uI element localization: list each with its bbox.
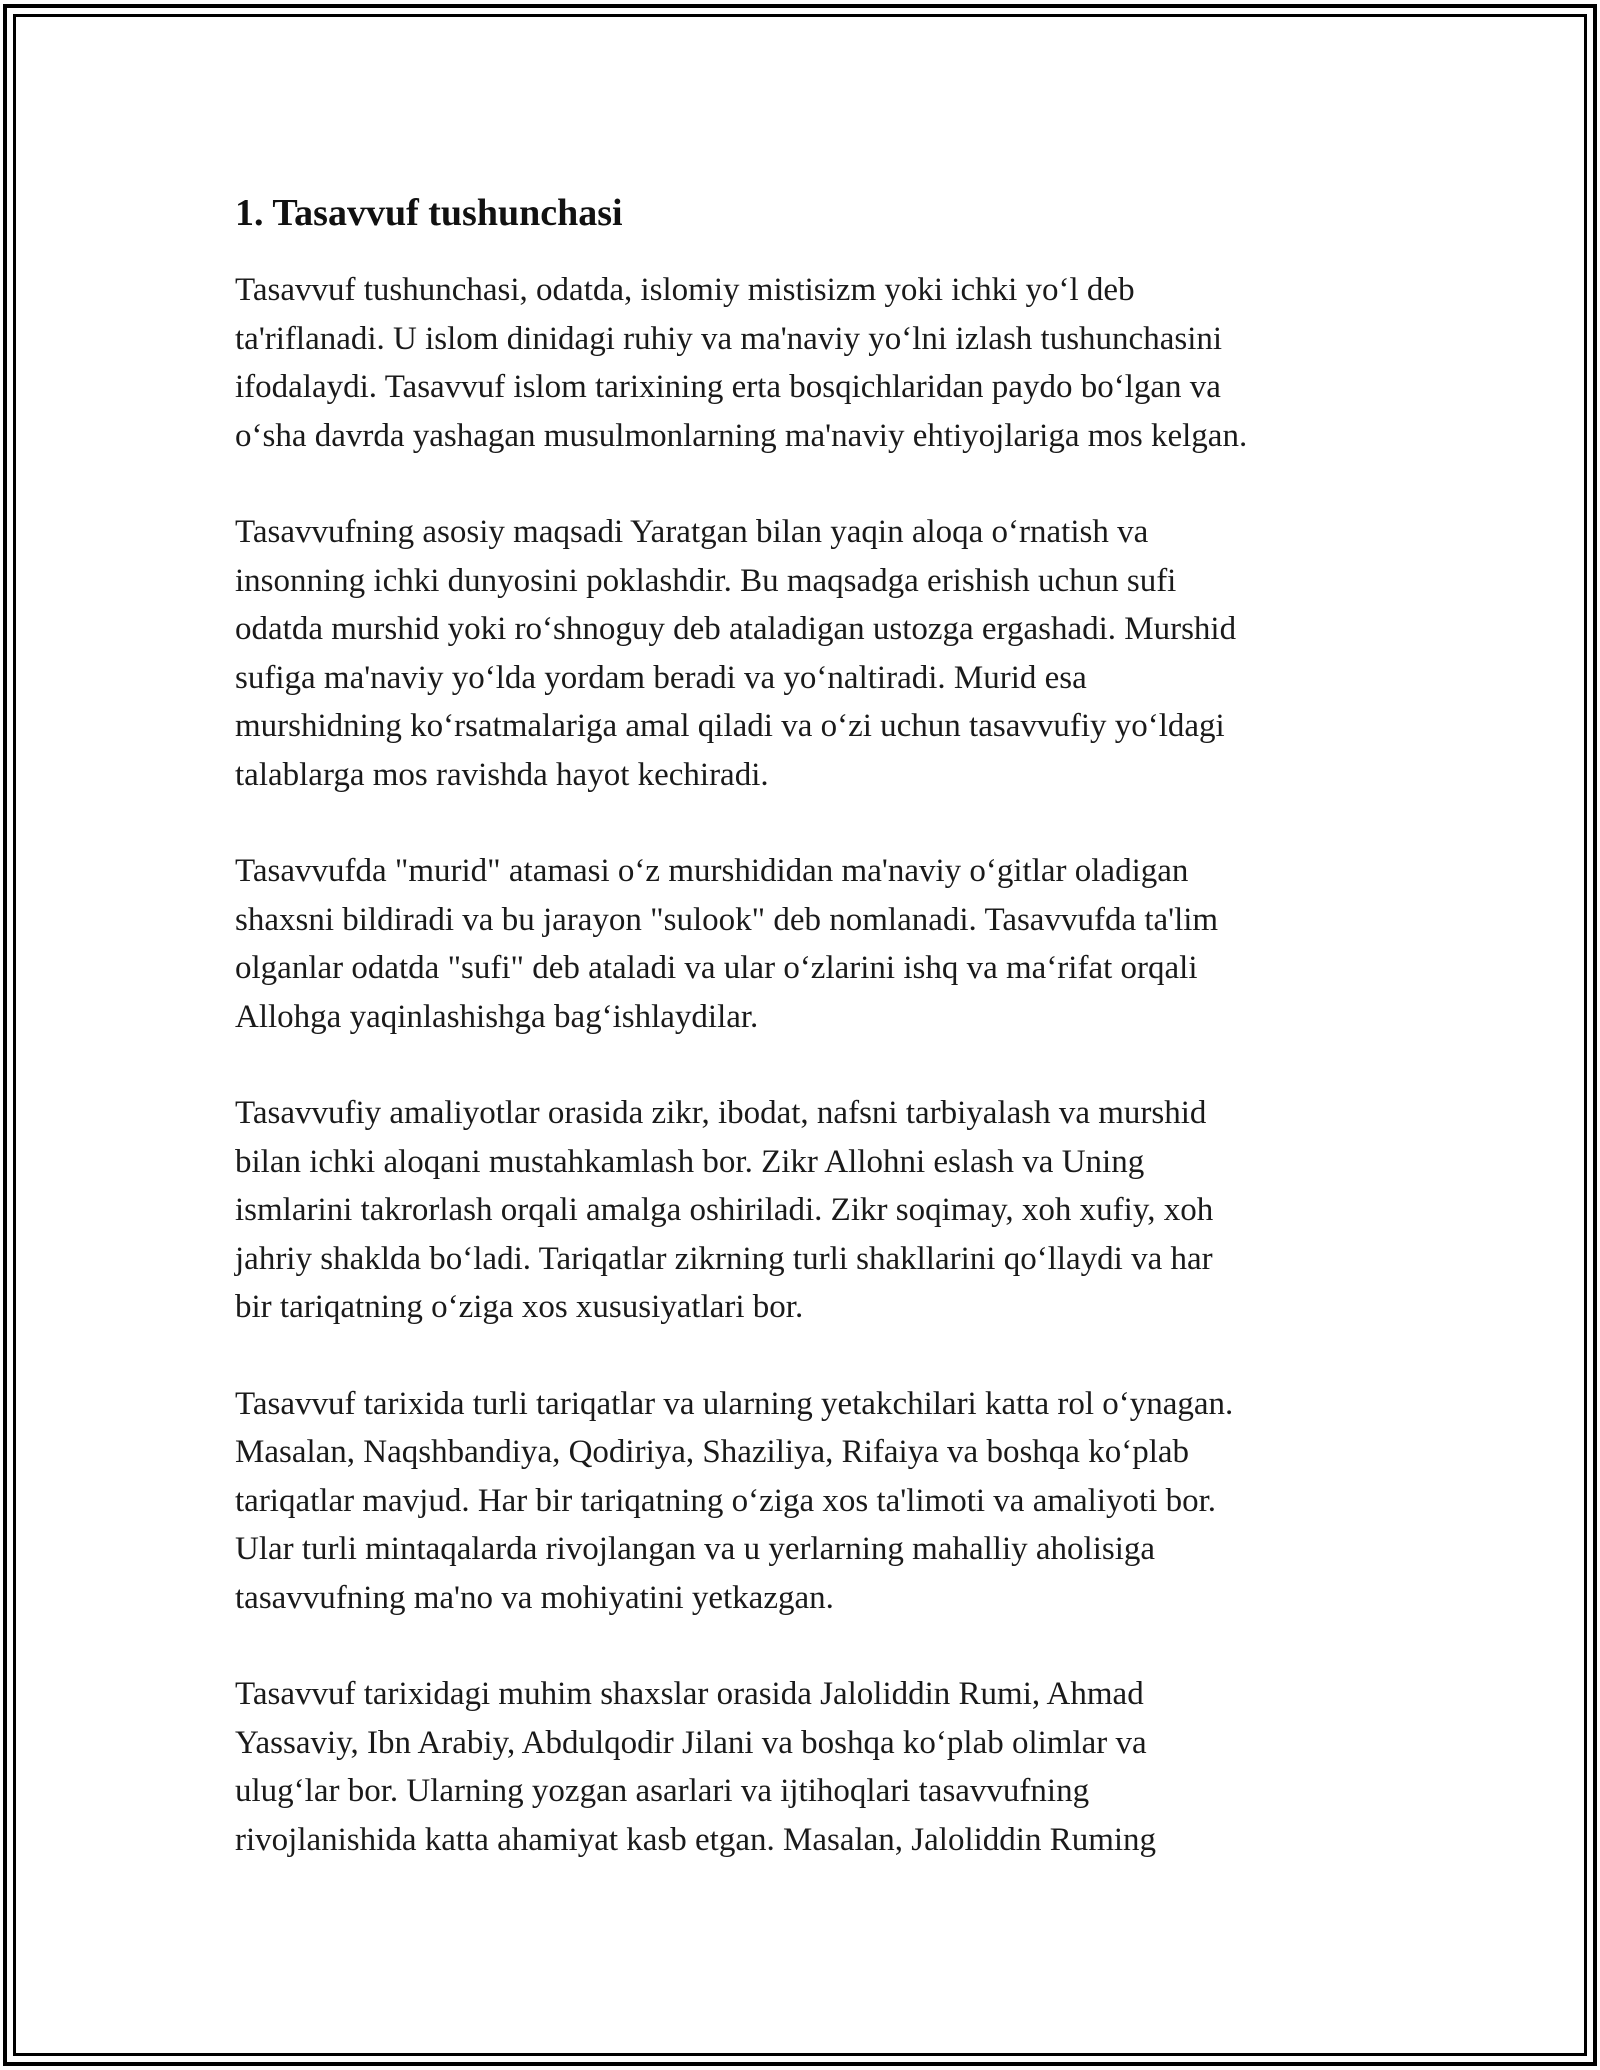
paragraph-5: Tasavvuf tarixida turli tariqatlar va ularning yetakchilari katta rol o‘ynagan. Masalan, Naqshbandiya, Qodiriya, Shaziliya, Rifaiya va boshqa ko‘plab tariqatlar mavjud. Har bir tariqatning o‘ziga xos ta'limoti va amaliyoti bor. Ular turli mintaqalarda rivojlangan va u yerlarning mahalliy aholisiga tasavvufning ma'no va mohiyatini yetkazgan.	[235, 1385, 1234, 1616]
paragraph-6: Tasavvuf tarixidagi muhim shaxslar orasida Jaloliddin Rumi, Ahmad Yassaviy, Ibn Arabiy, Abdulqodir Jilani va boshqa ko‘plab olimlar va ulug‘lar bor. Ularning yozgan asarlari va ijtihoqlari tasavvufning rivojlanishida katta ahamiyat kasb etgan. Masalan, Jaloliddin Ruming	[235, 1676, 1157, 1858]
section-heading: 1. Tasavvuf tushunchasi	[235, 192, 623, 234]
document-body	[235, 186, 1375, 1912]
paragraph-1: Tasavvuf tushunchasi, odatda, islomiy mistisizm yoki ichki yo‘l deb ta'riflanadi. U islom dinidagi ruhiy va ma'naviy yo‘lni izlash tushunchasini ifodalaydi. Tasavvuf islom tarixining erta bosqichlaridan paydo bo‘lgan va o‘sha davrda yashagan musulmonlarning ma'naviy ehtiyojlariga mos kelgan.	[235, 272, 1248, 454]
paragraph-3: Tasavvufda "murid" atamasi o‘z murshididan ma'naviy o‘gitlar oladigan shaxsni bildiradi va bu jarayon "sulook" deb nomlanadi. Tasavvufda ta'lim olganlar odatda "sufi" deb ataladi va ular o‘zlarini ishq va ma‘rifat orqali Allohga yaqinlashishga bag‘ishlaydilar.	[235, 853, 1219, 1035]
paragraph-4: Tasavvufiy amaliyotlar orasida zikr, ibodat, nafsni tarbiyalash va murshid bilan ichki aloqani mustahkamlash bor. Zikr Allohni eslash va Uning ismlarini takrorlash orqali amalga oshiriladi. Zikr soqimay, xoh xufiy, xoh jahriy shaklda bo‘ladi. Tariqatlar zikrning turli shakllarini qo‘llaydi va har bir tariqatning o‘ziga xos xususiyatlari bor.	[235, 1095, 1214, 1325]
paragraph-2: Tasavvufning asosiy maqsadi Yaratgan bilan yaqin aloqa o‘rnatish va insonning ichki dunyosini poklashdir. Bu maqsadga erishish uchun sufi odatda murshid yoki ro‘shnoguy deb ataladigan ustozga ergashadi. Murshid sufiga ma'naviy yo‘lda yordam beradi va yo‘naltiradi. Murid esa murshidning ko‘rsatmalariga amal qiladi va o‘zi uchun tasavvufiy yo‘ldagi talablarga mos ravishda hayot kechiradi.	[235, 514, 1237, 793]
